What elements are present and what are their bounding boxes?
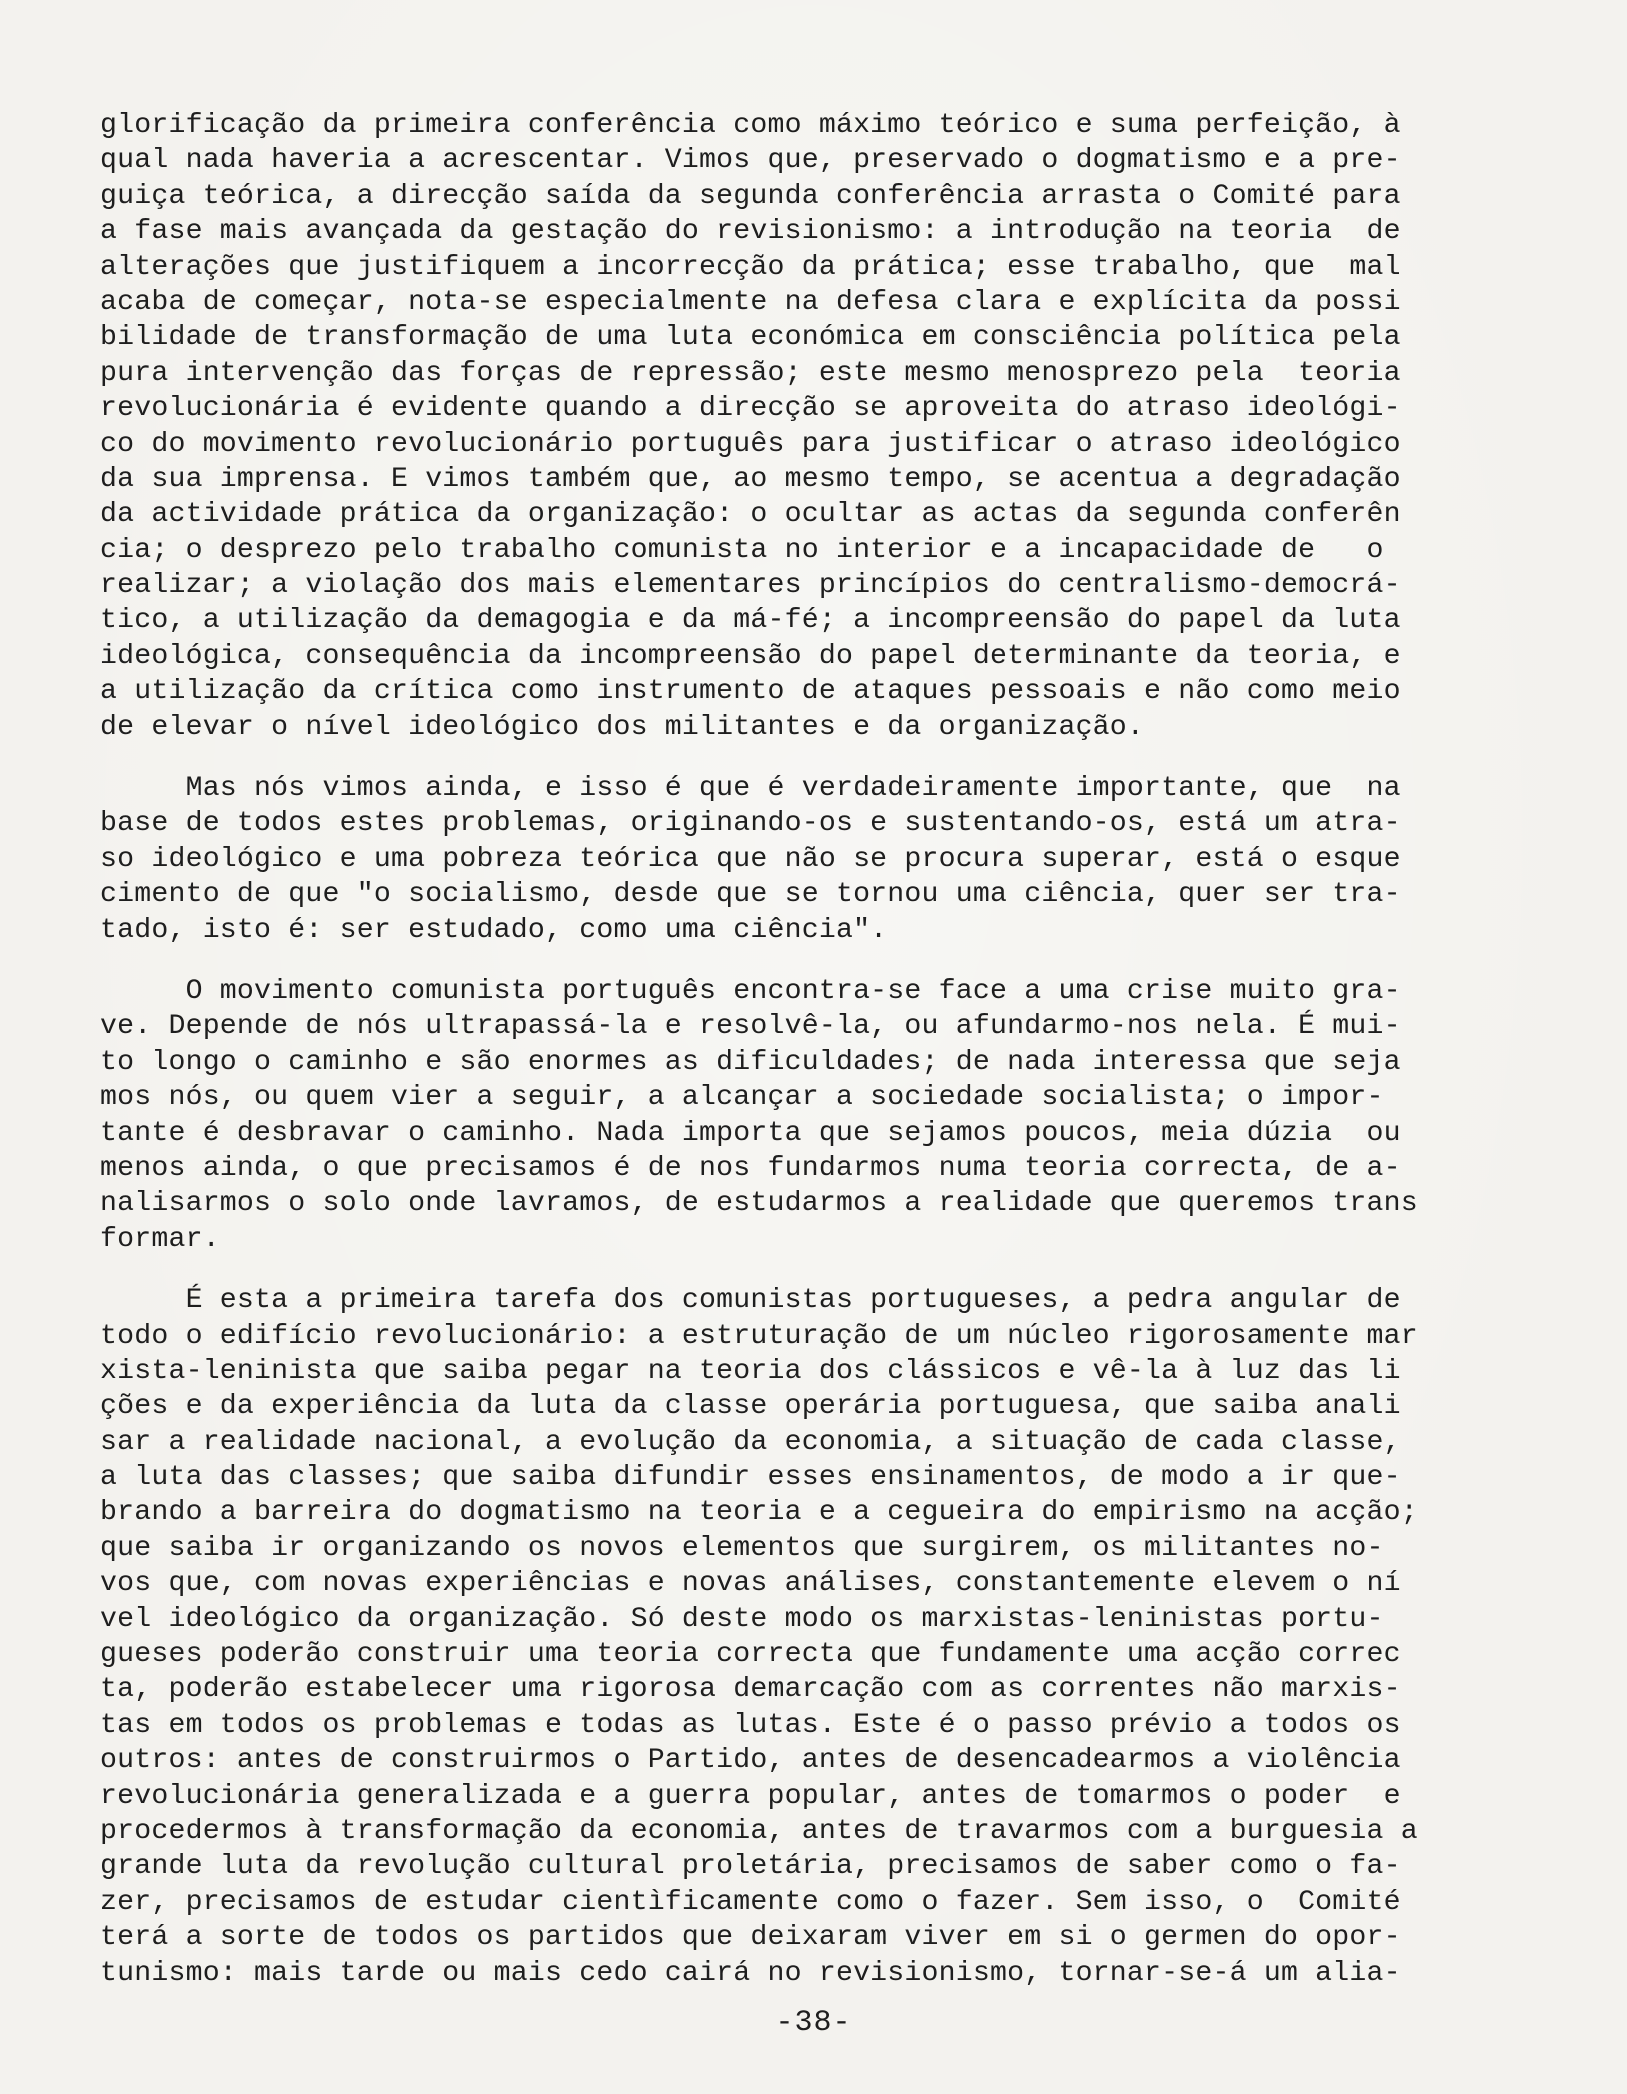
text-line: brando a barreira do dogmatismo na teoria e a cegueira do empirismo na acção;: [100, 1497, 1418, 1529]
text-line: guiça teórica, a direcção saída da segunda conferência arrasta o Comité para: [100, 180, 1401, 212]
text-line: nalisarmos o solo onde lavramos, de estudarmos a realidade que queremos trans: [100, 1188, 1418, 1220]
text-line: sar a realidade nacional, a evolução da economia, a situação de cada classe,: [100, 1426, 1401, 1458]
text-line: de elevar o nível ideológico dos militantes e da organização.: [100, 711, 1145, 743]
text-line: grande luta da revolução cultural proletária, precisamos de saber como o fa-: [100, 1851, 1401, 1883]
paragraph: [100, 1283, 1600, 1991]
text-line: a fase mais avançada da gestação do revisionismo: a introdução na teoria de: [100, 216, 1401, 248]
text-line: tado, isto é: ser estudado, como uma ciência".: [100, 914, 888, 946]
text-line: zer, precisamos de estudar cientìficamente como o fazer. Sem isso, o Comité: [100, 1886, 1401, 1918]
text-line: bilidade de transformação de uma luta económica em consciência política pela: [100, 322, 1401, 354]
text-line: co do movimento revolucionário português para justificar o atraso ideológico: [100, 428, 1401, 460]
text-line: a luta das classes; que saiba difundir esses ensinamentos, de modo a ir que-: [100, 1462, 1401, 1494]
text-line: a utilização da crítica como instrumento de ataques pessoais e não como meio: [100, 676, 1401, 708]
text-line: ve. Depende de nós ultrapassá-la e resolvê-la, ou afundarmo-nos nela. É mui-: [100, 1011, 1401, 1043]
text-line: acaba de começar, nota-se especialmente na defesa clara e explícita da possi: [100, 286, 1401, 318]
text-line: gueses poderão construir uma teoria correcta que fundamente uma acção correc: [100, 1639, 1401, 1671]
text-line: terá a sorte de todos os partidos que deixaram viver em si o germen do opor-: [100, 1922, 1401, 1954]
page-number: -38-: [775, 2006, 852, 2040]
text-line: vos que, com novas experiências e novas análises, constantemente elevem o ní: [100, 1568, 1401, 1600]
text-line: todo o edifício revolucionário: a estruturação de um núcleo rigorosamente mar: [100, 1320, 1418, 1352]
paragraph-gap: [100, 948, 1600, 974]
text-line: menos ainda, o que precisamos é de nos fundarmos numa teoria correcta, de a-: [100, 1152, 1401, 1184]
text-line: ções e da experiência da luta da classe operária portuguesa, que saiba anali: [100, 1391, 1401, 1423]
text-line: base de todos estes problemas, originando-os e sustentando-os, está um atra-: [100, 808, 1401, 840]
text-line: tas em todos os problemas e todas as lutas. Este é o passo prévio a todos os: [100, 1709, 1401, 1741]
text-line: outros: antes de construirmos o Partido, antes de desencadearmos a violência: [100, 1745, 1401, 1777]
text-line: cimento de que "o socialismo, desde que se tornou uma ciência, quer ser tra-: [100, 879, 1401, 911]
text-line: realizar; a violação dos mais elementares princípios do centralismo-democrá-: [100, 570, 1401, 602]
text-line: mos nós, ou quem vier a seguir, a alcançar a sociedade socialista; o impor-: [100, 1082, 1384, 1114]
text-line: formar.: [100, 1223, 220, 1255]
text-line: cia; o desprezo pelo trabalho comunista no interior e a incapacidade de o: [100, 534, 1384, 566]
text-line: qual nada haveria a acrescentar. Vimos que, preservado o dogmatismo e a pre-: [100, 145, 1401, 177]
text-line: procedermos à transformação da economia, antes de travarmos com a burguesia a: [100, 1815, 1418, 1847]
paragraph: [100, 108, 1600, 745]
text-line: da sua imprensa. E vimos também que, ao mesmo tempo, se acentua a degradação: [100, 463, 1401, 495]
text-line: tante é desbravar o caminho. Nada importa que sejamos poucos, meia dúzia ou: [100, 1117, 1401, 1149]
text-line: Mas nós vimos ainda, e isso é que é verdadeiramente importante, que na: [100, 773, 1401, 805]
text-line: so ideológico e uma pobreza teórica que não se procura superar, está o esque: [100, 843, 1401, 875]
paragraph: [100, 974, 1600, 1257]
text-line: O movimento comunista português encontra-se face a uma crise muito gra-: [100, 975, 1401, 1007]
text-line: ideológica, consequência da incompreensão do papel determinante da teoria, e: [100, 640, 1401, 672]
paragraph-gap: [100, 1257, 1600, 1283]
body-text: [100, 108, 1600, 1991]
text-line: alterações que justifiquem a incorrecção da prática; esse trabalho, que mal: [100, 251, 1401, 283]
text-line: revolucionária generalizada e a guerra popular, antes de tomarmos o poder e: [100, 1780, 1401, 1812]
paragraph: [100, 771, 1600, 948]
text-line: revolucionária é evidente quando a direcção se aproveita do atraso ideológi-: [100, 393, 1401, 425]
text-line: da actividade prática da organização: o ocultar as actas da segunda conferên: [100, 499, 1401, 531]
text-line: que saiba ir organizando os novos elementos que surgirem, os militantes no-: [100, 1532, 1384, 1564]
text-line: to longo o caminho e são enormes as dificuldades; de nada interessa que seja: [100, 1046, 1401, 1078]
text-line: tico, a utilização da demagogia e da má-fé; a incompreensão do papel da luta: [100, 605, 1401, 637]
text-line: xista-leninista que saiba pegar na teoria dos clássicos e vê-la à luz das li: [100, 1355, 1401, 1387]
text-line: glorificação da primeira conferência como máximo teórico e suma perfeição, à: [100, 110, 1401, 141]
paragraph-gap: [100, 745, 1600, 771]
text-line: pura intervenção das forças de repressão; este mesmo menosprezo pela teoria: [100, 357, 1401, 389]
text-line: ta, poderão estabelecer uma rigorosa demarcação com as correntes não marxis-: [100, 1674, 1401, 1706]
text-line: É esta a primeira tarefa dos comunistas portugueses, a pedra angular de: [100, 1285, 1401, 1317]
text-line: vel ideológico da organização. Só deste modo os marxistas-leninistas portu-: [100, 1603, 1384, 1635]
text-line: tunismo: mais tarde ou mais cedo cairá no revisionismo, tornar-se-á um alia-: [100, 1957, 1401, 1989]
